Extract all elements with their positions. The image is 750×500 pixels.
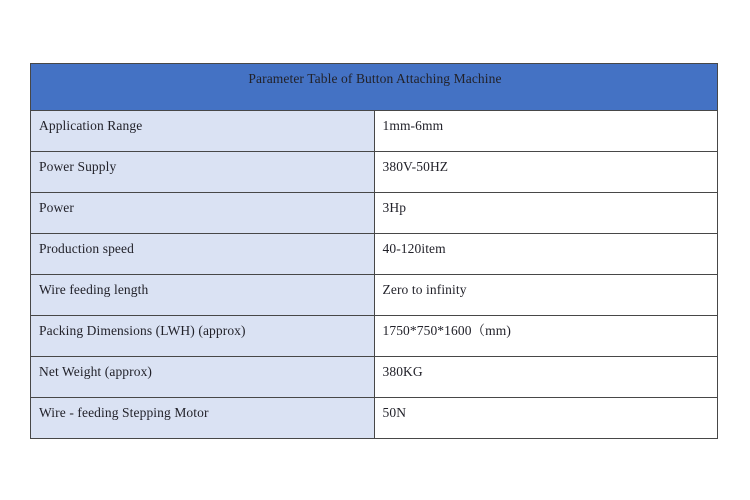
parameter-value: 40-120item xyxy=(374,234,718,275)
table-row xyxy=(31,316,718,357)
parameter-value: Zero to infinity xyxy=(374,275,718,316)
table-title-row xyxy=(31,64,718,111)
table-row xyxy=(31,357,718,398)
table-row xyxy=(31,234,718,275)
parameter-label: Packing Dimensions (LWH) (approx) xyxy=(31,316,375,357)
parameter-label: Power Supply xyxy=(31,152,375,193)
parameter-label: Wire feeding length xyxy=(31,275,375,316)
table-row xyxy=(31,398,718,439)
parameter-label: Power xyxy=(31,193,375,234)
parameter-value: 380KG xyxy=(374,357,718,398)
parameter-value: 1mm-6mm xyxy=(374,111,718,152)
table-title: Parameter Table of Button Attaching Machine xyxy=(31,64,718,111)
table-row xyxy=(31,152,718,193)
parameter-value: 3Hp xyxy=(374,193,718,234)
parameter-label: Net Weight (approx) xyxy=(31,357,375,398)
parameter-label: Wire - feeding Stepping Motor xyxy=(31,398,375,439)
parameter-value: 380V-50HZ xyxy=(374,152,718,193)
parameter-label: Production speed xyxy=(31,234,375,275)
parameter-value: 50N xyxy=(374,398,718,439)
parameter-table xyxy=(30,63,718,439)
table-row xyxy=(31,111,718,152)
table-row xyxy=(31,275,718,316)
parameter-value: 1750*750*1600（mm) xyxy=(374,316,718,357)
parameter-label: Application Range xyxy=(31,111,375,152)
table-row xyxy=(31,193,718,234)
